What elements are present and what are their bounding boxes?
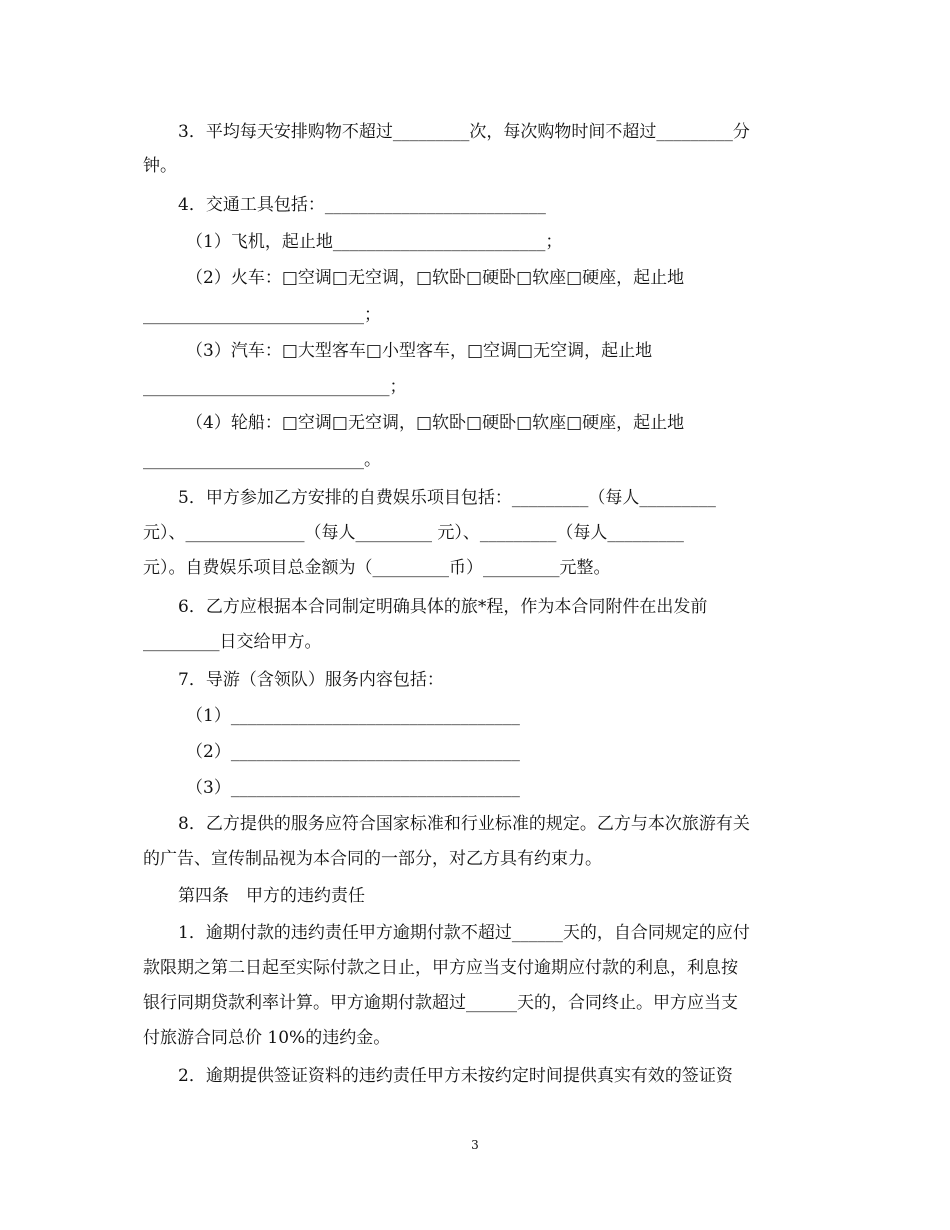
clause-5-continuation-2: 元）。自费娱乐项目总金额为（_________币）_________元整。 (143, 558, 611, 578)
page-number: 3 (471, 1138, 479, 1152)
guide-service-item-1: （1）__________________________________ (186, 706, 520, 726)
clause-3-shopping-limit: 3．平均每天安排购物不超过_________次，每次购物时间不超过_________分 (178, 122, 750, 142)
guide-service-item-3: （3）__________________________________ (186, 778, 520, 798)
clause-4-transport: 4．交通工具包括：__________________________ (178, 195, 546, 215)
clause-8-continuation: 的广告、宣传制品视为本合同的一部分，对乙方具有约束力。 (143, 849, 602, 869)
clause-7-guide-services: 7．导游（含领队）服务内容包括： (178, 670, 444, 690)
clause-8-standards: 8．乙方提供的服务应符合国家标准和行业标准的规定。乙方与本次旅游有关 (178, 814, 750, 834)
breach-1-late-payment: 1．逾期付款的违约责任甲方逾期付款不超过______天的，自合同规定的应付 (178, 923, 750, 943)
transport-train-route-blank: __________________________； (143, 305, 381, 325)
breach-1-continuation-2: 银行同期贷款利率计算。甲方逾期付款超过______天的，合同终止。甲方应当支 (143, 993, 738, 1013)
clause-5-continuation-1: 元）、______________（每人_________ 元）、_________（每人_________ (143, 523, 684, 543)
breach-2-late-visa-documents: 2．逾期提供签证资料的违约责任甲方未按约定时间提供真实有效的签证资 (178, 1066, 733, 1086)
transport-bus: （3）汽车：□大型客车□小型客车，□空调□无空调，起止地 (186, 341, 653, 361)
transport-train: （2）火车：□空调□无空调，□软卧□硬卧□软座□硬座，起止地 (186, 268, 685, 288)
clause-5-entertainment: 5．甲方参加乙方安排的自费娱乐项目包括：_________（每人_________ (178, 488, 716, 508)
guide-service-item-2: （2）__________________________________ (186, 742, 520, 762)
transport-ship: （4）轮船：□空调□无空调，□软卧□硬卧□软座□硬座，起止地 (186, 413, 685, 433)
article-4-heading: 第四条 甲方的违约责任 (178, 886, 365, 906)
transport-ship-route-blank: __________________________。 (143, 450, 381, 470)
clause-6-itinerary: 6．乙方应根据本合同制定明确具体的旅*程，作为本合同附件在出发前 (178, 597, 708, 617)
clause-6-continuation: _________日交给甲方。 (143, 632, 322, 652)
transport-bus-route-blank: _____________________________； (143, 377, 407, 397)
clause-3-continuation: 钟。 (143, 156, 177, 176)
transport-plane: （1）飞机，起止地_________________________； (186, 232, 563, 252)
breach-1-continuation-1: 款限期之第二日起至实际付款之日止，甲方应当支付逾期应付款的利息，利息按 (143, 958, 738, 978)
breach-1-continuation-3: 付旅游合同总价 10%的违约金。 (143, 1028, 391, 1048)
